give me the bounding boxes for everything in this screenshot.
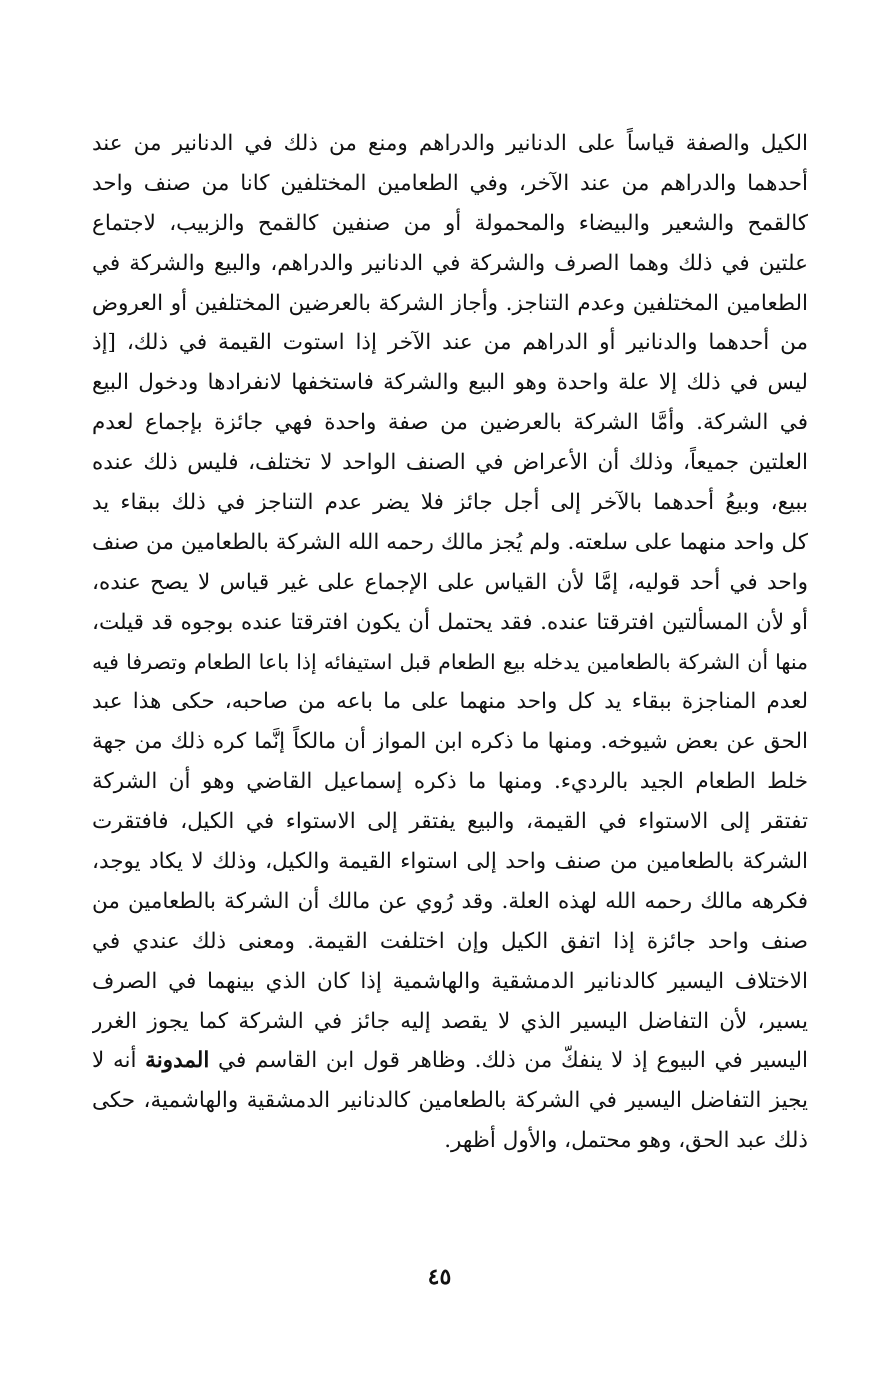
text-line: الحق عن بعض شيوخه. ومنها ما ذكره ابن المواز أن مالكاً إنَّما كره ذلك من جهة: [92, 729, 808, 755]
text-line: أو لأن المسألتين افترقتا عنده. فقد يحتمل أن يكون افترقتا عنده بوجوه قد قيلت،: [92, 609, 808, 635]
text-line: الكيل والصفة قياساً على الدنانير والدراهم ومنع من ذلك في الدنانير من عند: [92, 131, 808, 156]
text-line: الاختلاف اليسير كالدنانير الدمشقية والهاشمية إذا كان الذي بينهما في الصرف: [92, 968, 808, 994]
text-line: خلط الطعام الجيد بالرديء. ومنها ما ذكره إسماعيل القاضي وهو أن الشركة: [92, 769, 808, 795]
text-line: تفتقر إلى الاستواء في القيمة، والبيع يفتقر إلى الاستواء في الكيل، فافتقرت: [92, 809, 808, 835]
text-line: منها أن الشركة بالطعامين يدخله بيع الطعام قبل استيفائه إذا باعا الطعام وتصرفا فيه: [92, 649, 808, 674]
text-line: علتين في ذلك وهما الصرف والشركة في الدنانير والدراهم، والبيع والشركة في: [92, 250, 808, 276]
text-line: كل واحد منهما على سلعته. ولم يُجز مالك رحمه الله الشركة بالطعامين من صنف: [92, 529, 808, 555]
text-line: العلتين جميعاً، وذلك أن الأعراض في الصنف الواحد لا تختلف، فليس ذلك عنده: [92, 450, 808, 476]
text-line: من أحدهما والدنانير أو الدراهم من عند الآخر إذا استوت القيمة في ذلك، [إذ: [92, 330, 808, 356]
text-line: ببيع، وبيعُ أحدهما بالآخر إلى أجل جائز فلا يضر عدم التناجز في ذلك ببقاء يد: [92, 490, 808, 516]
text-line: أحدهما والدراهم من عند الآخر، وفي الطعامين المختلفين كانا من صنف واحد: [92, 170, 808, 196]
text-line: الطعامين المختلفين وعدم التناجز. وأجاز الشركة بالعرضين المختلفين أو العروض: [92, 290, 808, 316]
text-line: لعدم المناجزة ببقاء يد كل واحد منهما على ما باعه من صاحبه، حكى هذا عبد: [92, 689, 808, 715]
body-text: [92, 124, 808, 1161]
page-number: ٤٥: [427, 1264, 452, 1290]
text-line: واحد في أحد قوليه، إمَّا لأن القياس على الإجماع على غير قياس لا يصح عنده،: [92, 569, 808, 595]
text-line: في الشركة. وأمَّا الشركة بالعرضين من صفة واحدة فهي جائزة بإجماع لعدم: [92, 410, 808, 436]
text-line: ذلك عبد الحق، وهو محتمل، والأول أظهر.: [444, 1128, 808, 1154]
text-line: ليس في ذلك إلا علة واحدة وهو البيع والشركة فاستخفها لانفرادها ودخول البيع: [92, 370, 808, 396]
book-title: المدونة: [145, 1048, 210, 1074]
text-line: فكرهه مالك رحمه الله لهذه العلة. وقد رُوي عن مالك أن الشركة بالطعامين من: [92, 888, 808, 914]
text-line: يسير، لأن التفاضل اليسير الذي لا يقصد إليه جائز في الشركة كما يجوز الغرر: [92, 1008, 808, 1034]
text-line: الشركة بالطعامين من صنف واحد إلى استواء القيمة والكيل، وذلك لا يكاد يوجد،: [92, 849, 808, 875]
text-line: اليسير في البيوع إذ لا ينفكّ من ذلك. وظاهر قول ابن القاسم في المدونة أنه لا: [92, 1048, 808, 1074]
text-line: صنف واحد جائزة إذا اتفق الكيل وإن اختلفت القيمة. ومعنى ذلك عندي في: [92, 928, 808, 954]
text-line: كالقمح والشعير والبيضاء والمحمولة أو من صنفين كالقمح والزبيب، لاجتماع: [92, 210, 808, 236]
text-line: يجيز التفاضل اليسير في الشركة بالطعامين كالدنانير الدمشقية والهاشمية، حكى: [92, 1088, 808, 1114]
